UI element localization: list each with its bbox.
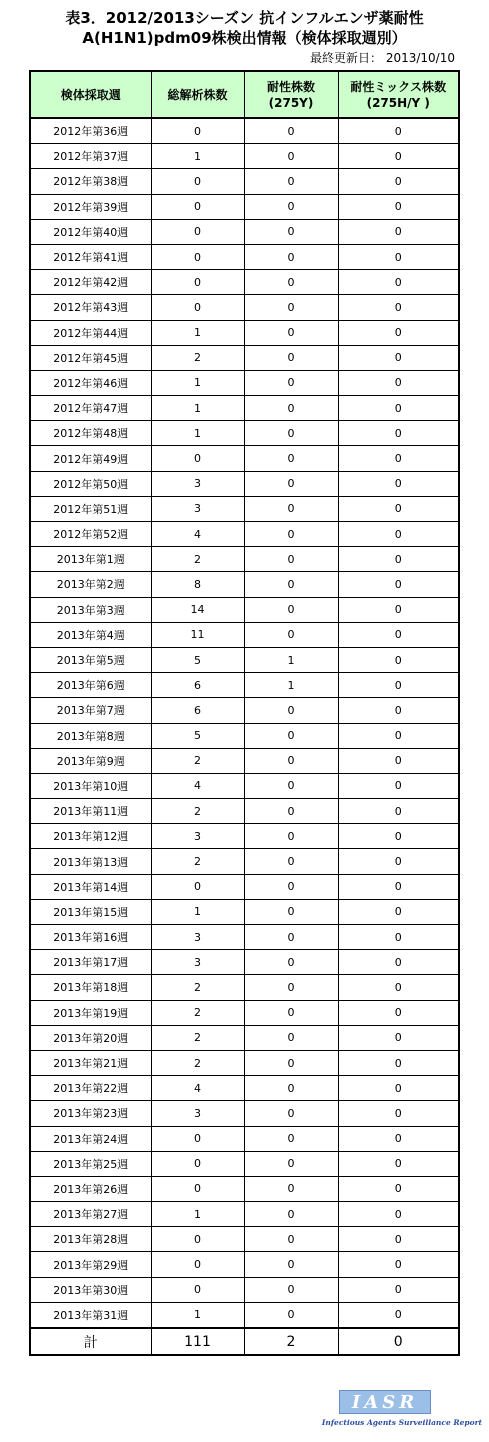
cell-resistant: 1 — [244, 647, 338, 672]
cell-resistant: 0 — [244, 219, 338, 244]
cell-total-analyzed: 1 — [151, 1302, 244, 1328]
cell-resistant-mix: 0 — [338, 1277, 459, 1302]
cell-week: 2012年第45週 — [30, 345, 151, 370]
table-title-line1: 表3．2012/2013シーズン 抗インフルエンザ薬耐性 — [65, 9, 424, 27]
cell-total-analyzed: 0 — [151, 874, 244, 899]
cell-total-analyzed: 3 — [151, 471, 244, 496]
cell-resistant-mix: 0 — [338, 849, 459, 874]
table-row — [30, 925, 459, 950]
table-row — [30, 270, 459, 295]
cell-resistant-mix: 0 — [338, 295, 459, 320]
table-row — [30, 597, 459, 622]
cell-resistant-mix: 0 — [338, 748, 459, 773]
header-total-analyzed — [151, 71, 244, 118]
cell-total-analyzed: 11 — [151, 622, 244, 647]
cell-total-analyzed: 3 — [151, 824, 244, 849]
cell-resistant-mix: 0 — [338, 194, 459, 219]
cell-week: 2013年第7週 — [30, 698, 151, 723]
table-row — [30, 522, 459, 547]
table-row — [30, 874, 459, 899]
cell-total-analyzed: 2 — [151, 547, 244, 572]
cell-total-analyzed: 6 — [151, 698, 244, 723]
cell-total-analyzed: 4 — [151, 773, 244, 798]
cell-week: 2012年第40週 — [30, 219, 151, 244]
cell-resistant-mix: 0 — [338, 698, 459, 723]
cell-resistant: 0 — [244, 824, 338, 849]
cell-resistant: 0 — [244, 1050, 338, 1075]
cell-resistant: 0 — [244, 1176, 338, 1201]
cell-total-analyzed: 0 — [151, 446, 244, 471]
cell-total-analyzed: 1 — [151, 1202, 244, 1227]
cell-week: 2012年第43週 — [30, 295, 151, 320]
table-row — [30, 446, 459, 471]
table-body — [30, 118, 459, 1328]
header-row — [30, 71, 459, 118]
cell-week: 2013年第4週 — [30, 622, 151, 647]
cell-week: 2013年第3週 — [30, 597, 151, 622]
cell-resistant-mix: 0 — [338, 1227, 459, 1252]
table-row — [30, 194, 459, 219]
cell-resistant: 0 — [244, 1101, 338, 1126]
cell-resistant-mix: 0 — [338, 1176, 459, 1201]
cell-week: 2012年第44週 — [30, 320, 151, 345]
table-row — [30, 1050, 459, 1075]
cell-resistant-mix: 0 — [338, 975, 459, 1000]
table-row — [30, 723, 459, 748]
cell-total-analyzed: 2 — [151, 1000, 244, 1025]
cell-resistant-mix: 0 — [338, 925, 459, 950]
cell-total-analyzed: 0 — [151, 244, 244, 269]
cell-total-analyzed: 3 — [151, 1101, 244, 1126]
cell-week: 2013年第20週 — [30, 1025, 151, 1050]
cell-resistant: 0 — [244, 975, 338, 1000]
table-row — [30, 1151, 459, 1176]
cell-week: 2013年第24週 — [30, 1126, 151, 1151]
cell-resistant: 0 — [244, 723, 338, 748]
cell-week: 2013年第9週 — [30, 748, 151, 773]
cell-resistant: 0 — [244, 169, 338, 194]
cell-total-analyzed: 0 — [151, 1151, 244, 1176]
cell-resistant-mix: 0 — [338, 950, 459, 975]
cell-week: 2013年第15週 — [30, 899, 151, 924]
cell-week: 2012年第52週 — [30, 522, 151, 547]
cell-total-analyzed: 2 — [151, 799, 244, 824]
cell-resistant: 0 — [244, 950, 338, 975]
cell-resistant-mix: 0 — [338, 320, 459, 345]
table-row — [30, 370, 459, 395]
table-row — [30, 1202, 459, 1227]
cell-week: 2013年第14週 — [30, 874, 151, 899]
table-row — [30, 824, 459, 849]
table-row — [30, 169, 459, 194]
cell-resistant: 0 — [244, 622, 338, 647]
cell-week: 2013年第25週 — [30, 1151, 151, 1176]
table-row — [30, 748, 459, 773]
cell-total-analyzed: 1 — [151, 144, 244, 169]
table-row — [30, 244, 459, 269]
table-row — [30, 144, 459, 169]
table-row — [30, 295, 459, 320]
data-table — [29, 70, 460, 1356]
cell-week: 2013年第27週 — [30, 1202, 151, 1227]
cell-week: 2013年第23週 — [30, 1101, 151, 1126]
cell-resistant: 0 — [244, 1126, 338, 1151]
cell-total-analyzed: 0 — [151, 295, 244, 320]
table-row — [30, 1000, 459, 1025]
cell-resistant: 0 — [244, 295, 338, 320]
cell-resistant-mix: 0 — [338, 673, 459, 698]
cell-resistant-mix: 0 — [338, 1252, 459, 1277]
cell-resistant-mix: 0 — [338, 169, 459, 194]
header-label: 耐性ミックス株数 (275H/Y ) — [350, 79, 447, 110]
cell-resistant: 0 — [244, 698, 338, 723]
table-row — [30, 1076, 459, 1101]
table-row — [30, 673, 459, 698]
cell-resistant: 0 — [244, 899, 338, 924]
cell-resistant: 0 — [244, 118, 338, 144]
cell-week: 2013年第12週 — [30, 824, 151, 849]
cell-resistant-mix: 0 — [338, 370, 459, 395]
table-row — [30, 899, 459, 924]
cell-resistant-mix: 0 — [338, 1302, 459, 1328]
table-row — [30, 1126, 459, 1151]
table-row — [30, 118, 459, 144]
cell-week: 2013年第5週 — [30, 647, 151, 672]
table-row — [30, 647, 459, 672]
table-row — [30, 345, 459, 370]
cell-resistant-mix: 0 — [338, 471, 459, 496]
iasr-logo-subtitle: Infectious Agents Surveillance Report — [321, 1418, 482, 1427]
cell-resistant: 0 — [244, 1202, 338, 1227]
cell-week: 2012年第41週 — [30, 244, 151, 269]
cell-resistant-mix: 0 — [338, 1050, 459, 1075]
header-resistant-mix — [338, 71, 459, 118]
total-resistant-mix: 0 — [338, 1328, 459, 1355]
table-row — [30, 950, 459, 975]
cell-week: 2013年第10週 — [30, 773, 151, 798]
cell-resistant-mix: 0 — [338, 219, 459, 244]
cell-total-analyzed: 0 — [151, 1176, 244, 1201]
cell-resistant-mix: 0 — [338, 1076, 459, 1101]
cell-total-analyzed: 2 — [151, 1025, 244, 1050]
cell-week: 2013年第6週 — [30, 673, 151, 698]
cell-resistant: 0 — [244, 194, 338, 219]
cell-resistant: 0 — [244, 522, 338, 547]
total-label: 計 — [30, 1328, 151, 1355]
table-row — [30, 496, 459, 521]
table-row — [30, 1101, 459, 1126]
cell-resistant-mix: 0 — [338, 396, 459, 421]
cell-resistant: 0 — [244, 1252, 338, 1277]
cell-week: 2013年第19週 — [30, 1000, 151, 1025]
table-title-line2: A(H1N1)pdm09株検出情報（検体採取週別） — [82, 29, 407, 47]
cell-total-analyzed: 0 — [151, 1277, 244, 1302]
cell-resistant: 0 — [244, 144, 338, 169]
cell-resistant-mix: 0 — [338, 1202, 459, 1227]
table-row — [30, 849, 459, 874]
cell-total-analyzed: 6 — [151, 673, 244, 698]
cell-resistant: 0 — [244, 471, 338, 496]
cell-week: 2012年第37週 — [30, 144, 151, 169]
table-row — [30, 1025, 459, 1050]
cell-resistant: 0 — [244, 345, 338, 370]
table-row — [30, 471, 459, 496]
cell-resistant: 0 — [244, 547, 338, 572]
cell-total-analyzed: 2 — [151, 975, 244, 1000]
cell-resistant: 0 — [244, 320, 338, 345]
cell-week: 2013年第29週 — [30, 1252, 151, 1277]
cell-resistant-mix: 0 — [338, 1126, 459, 1151]
cell-resistant: 0 — [244, 421, 338, 446]
cell-week: 2013年第31週 — [30, 1302, 151, 1328]
cell-week: 2012年第48週 — [30, 421, 151, 446]
cell-week: 2013年第18週 — [30, 975, 151, 1000]
cell-resistant: 0 — [244, 925, 338, 950]
table-row — [30, 1227, 459, 1252]
cell-resistant: 0 — [244, 1025, 338, 1050]
cell-resistant-mix: 0 — [338, 874, 459, 899]
cell-week: 2013年第17週 — [30, 950, 151, 975]
table-row — [30, 320, 459, 345]
cell-total-analyzed: 1 — [151, 421, 244, 446]
cell-resistant-mix: 0 — [338, 597, 459, 622]
cell-total-analyzed: 1 — [151, 370, 244, 395]
cell-resistant-mix: 0 — [338, 1151, 459, 1176]
cell-resistant-mix: 0 — [338, 1025, 459, 1050]
cell-week: 2013年第2週 — [30, 572, 151, 597]
cell-total-analyzed: 0 — [151, 118, 244, 144]
cell-total-analyzed: 1 — [151, 899, 244, 924]
cell-resistant-mix: 0 — [338, 144, 459, 169]
cell-resistant-mix: 0 — [338, 1101, 459, 1126]
cell-total-analyzed: 0 — [151, 1126, 244, 1151]
cell-resistant-mix: 0 — [338, 723, 459, 748]
cell-week: 2013年第13週 — [30, 849, 151, 874]
cell-total-analyzed: 1 — [151, 320, 244, 345]
table-row — [30, 421, 459, 446]
cell-resistant: 0 — [244, 773, 338, 798]
cell-total-analyzed: 0 — [151, 1252, 244, 1277]
cell-total-analyzed: 3 — [151, 925, 244, 950]
cell-resistant: 0 — [244, 748, 338, 773]
cell-total-analyzed: 14 — [151, 597, 244, 622]
table-row — [30, 1252, 459, 1277]
cell-total-analyzed: 3 — [151, 950, 244, 975]
cell-resistant-mix: 0 — [338, 345, 459, 370]
cell-total-analyzed: 4 — [151, 522, 244, 547]
cell-resistant: 1 — [244, 673, 338, 698]
cell-resistant: 0 — [244, 1076, 338, 1101]
cell-total-analyzed: 0 — [151, 219, 244, 244]
cell-resistant: 0 — [244, 1302, 338, 1328]
cell-total-analyzed: 2 — [151, 345, 244, 370]
cell-week: 2013年第1週 — [30, 547, 151, 572]
table-row — [30, 799, 459, 824]
cell-resistant: 0 — [244, 1151, 338, 1176]
cell-resistant: 0 — [244, 1277, 338, 1302]
cell-week: 2013年第11週 — [30, 799, 151, 824]
total-row — [30, 1328, 459, 1355]
table-row — [30, 1277, 459, 1302]
table-row — [30, 773, 459, 798]
cell-resistant-mix: 0 — [338, 799, 459, 824]
table-row — [30, 698, 459, 723]
cell-week: 2012年第36週 — [30, 118, 151, 144]
table-row — [30, 219, 459, 244]
last-updated: 最終更新日： 2013/10/10 — [310, 51, 455, 65]
cell-week: 2012年第38週 — [30, 169, 151, 194]
cell-resistant-mix: 0 — [338, 522, 459, 547]
cell-total-analyzed: 0 — [151, 194, 244, 219]
cell-resistant-mix: 0 — [338, 647, 459, 672]
cell-week: 2013年第30週 — [30, 1277, 151, 1302]
cell-resistant-mix: 0 — [338, 496, 459, 521]
header-resistant — [244, 71, 338, 118]
cell-week: 2013年第16週 — [30, 925, 151, 950]
cell-total-analyzed: 1 — [151, 396, 244, 421]
cell-total-analyzed: 3 — [151, 496, 244, 521]
cell-resistant-mix: 0 — [338, 1000, 459, 1025]
cell-week: 2012年第39週 — [30, 194, 151, 219]
cell-total-analyzed: 2 — [151, 748, 244, 773]
cell-resistant: 0 — [244, 270, 338, 295]
table-row — [30, 1176, 459, 1201]
cell-week: 2013年第8週 — [30, 723, 151, 748]
table-row — [30, 572, 459, 597]
cell-total-analyzed: 0 — [151, 270, 244, 295]
cell-resistant: 0 — [244, 799, 338, 824]
cell-resistant: 0 — [244, 1000, 338, 1025]
cell-resistant-mix: 0 — [338, 899, 459, 924]
table-row — [30, 547, 459, 572]
cell-resistant-mix: 0 — [338, 773, 459, 798]
cell-resistant: 0 — [244, 396, 338, 421]
cell-resistant-mix: 0 — [338, 824, 459, 849]
cell-total-analyzed: 5 — [151, 723, 244, 748]
cell-resistant: 0 — [244, 849, 338, 874]
table-row — [30, 1302, 459, 1328]
cell-total-analyzed: 2 — [151, 849, 244, 874]
cell-total-analyzed: 0 — [151, 169, 244, 194]
table-row — [30, 622, 459, 647]
cell-week: 2013年第22週 — [30, 1076, 151, 1101]
cell-resistant-mix: 0 — [338, 421, 459, 446]
header-label: 耐性株数 (275Y) — [266, 79, 315, 110]
cell-week: 2012年第51週 — [30, 496, 151, 521]
cell-resistant-mix: 0 — [338, 547, 459, 572]
cell-week: 2013年第28週 — [30, 1227, 151, 1252]
cell-resistant: 0 — [244, 446, 338, 471]
header-label: 検体採取週 — [60, 87, 121, 102]
table-row — [30, 396, 459, 421]
cell-resistant: 0 — [244, 244, 338, 269]
cell-week: 2012年第49週 — [30, 446, 151, 471]
cell-resistant: 0 — [244, 572, 338, 597]
total-analyzed: 111 — [151, 1328, 244, 1355]
cell-total-analyzed: 0 — [151, 1227, 244, 1252]
cell-resistant-mix: 0 — [338, 572, 459, 597]
cell-resistant-mix: 0 — [338, 118, 459, 144]
cell-week: 2012年第46週 — [30, 370, 151, 395]
cell-total-analyzed: 5 — [151, 647, 244, 672]
cell-resistant: 0 — [244, 1227, 338, 1252]
cell-week: 2012年第47週 — [30, 396, 151, 421]
cell-total-analyzed: 8 — [151, 572, 244, 597]
cell-resistant: 0 — [244, 597, 338, 622]
cell-resistant: 0 — [244, 370, 338, 395]
total-resistant: 2 — [244, 1328, 338, 1355]
cell-total-analyzed: 4 — [151, 1076, 244, 1101]
cell-resistant-mix: 0 — [338, 446, 459, 471]
cell-total-analyzed: 2 — [151, 1050, 244, 1075]
cell-resistant-mix: 0 — [338, 244, 459, 269]
cell-resistant-mix: 0 — [338, 270, 459, 295]
cell-week: 2013年第26週 — [30, 1176, 151, 1201]
cell-week: 2012年第42週 — [30, 270, 151, 295]
cell-week: 2013年第21週 — [30, 1050, 151, 1075]
cell-resistant-mix: 0 — [338, 622, 459, 647]
cell-week: 2012年第50週 — [30, 471, 151, 496]
table-row — [30, 975, 459, 1000]
cell-resistant: 0 — [244, 874, 338, 899]
header-label: 総解析株数 — [167, 87, 228, 102]
iasr-logo: IASR — [339, 1390, 431, 1414]
cell-resistant: 0 — [244, 496, 338, 521]
header-week — [30, 71, 151, 118]
